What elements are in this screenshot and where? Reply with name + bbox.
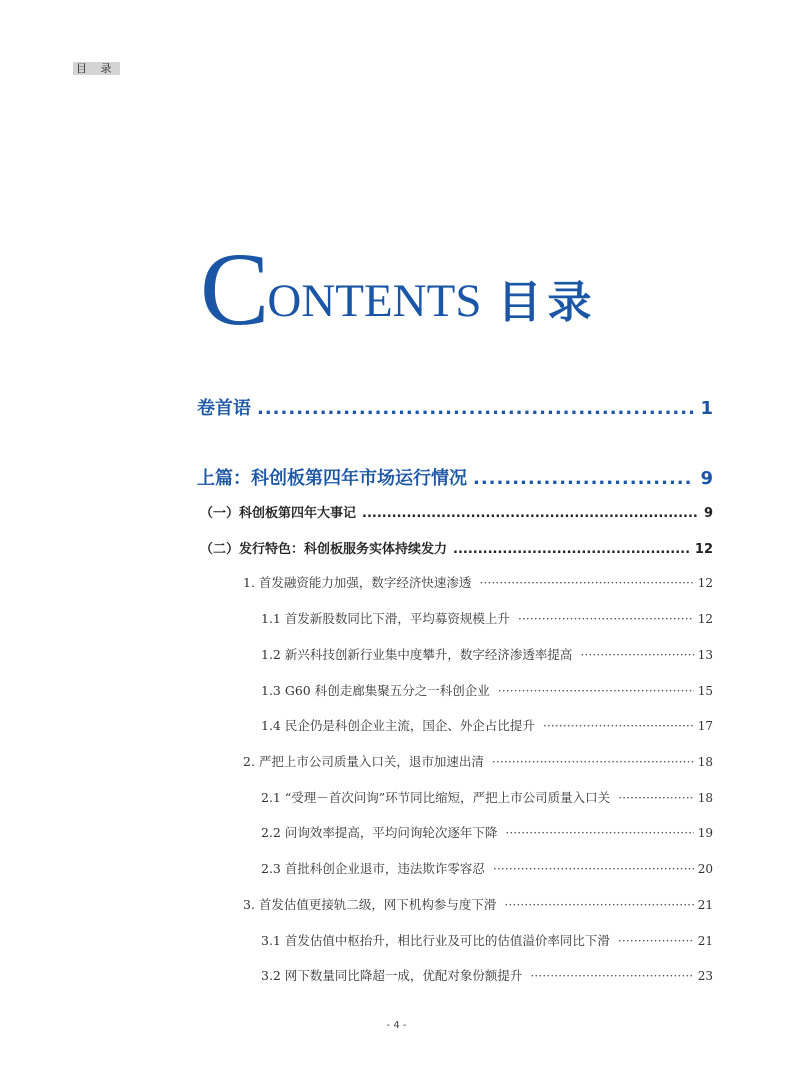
toc-entry-item-2-1[interactable] (261, 788, 713, 806)
toc-entry-item-3-1[interactable] (261, 931, 713, 949)
toc-entry-label: 1.1 首发新股数同比下滑，平均募资规模上升 (261, 611, 510, 626)
toc-leader (618, 933, 694, 948)
contents-title-chinese: 目录 (497, 277, 598, 328)
toc-leader (504, 897, 693, 912)
toc-entry-page: 17 (697, 719, 713, 733)
toc-entry-label: 3.2 网下数量同比降超一成，优配对象份额提升 (261, 968, 523, 983)
toc-leader (479, 575, 693, 590)
toc-entry-label: （二）发行特色：科创板服务实体持续发力 (200, 542, 448, 557)
toc-entry-label: 3.1 首发估值中枢抬升，相比行业及可比的估值溢价率同比下滑 (261, 933, 610, 948)
toc-entry-item-1-1[interactable] (261, 609, 713, 627)
toc-entry-page: 21 (697, 934, 713, 948)
toc-entry-page: 9 (700, 468, 713, 489)
toc-entry-item-3-2[interactable] (261, 966, 713, 984)
toc-leader (505, 825, 693, 840)
toc-leader (493, 861, 694, 876)
toc-leader (473, 468, 694, 489)
contents-title (200, 222, 598, 347)
toc-entry-item-2-3[interactable] (261, 859, 713, 877)
toc-entry-page: 20 (697, 862, 713, 876)
section-tab: 目 录 (73, 62, 120, 75)
toc-entry-item-1[interactable] (243, 573, 713, 591)
toc-entry-page: 1 (700, 398, 713, 419)
toc-entry-page: 9 (703, 506, 713, 521)
toc-leader (498, 683, 694, 698)
toc-entry-page: 18 (697, 791, 713, 805)
toc-entry-page: 19 (697, 826, 713, 840)
toc-entry-label: 1.4 民企仍是科创企业主流，国企、外企占比提升 (261, 718, 535, 733)
toc-entry-label: 卷首语 (197, 398, 251, 419)
toc-entry-section-2[interactable] (200, 538, 713, 557)
toc-entry-label: 2.3 首批科创企业退市，违法欺诈零容忍 (261, 861, 485, 876)
toc-entry-label: 1. 首发融资能力加强，数字经济快速渗透 (243, 575, 472, 590)
toc-entry-page: 12 (697, 612, 713, 626)
toc-leader (618, 790, 694, 805)
toc-entry-label: 2.2 问询效率提高，平均问询轮次逐年下降 (261, 825, 498, 840)
toc-entry-label: 3. 首发估值更接轨二级，网下机构参与度下滑 (243, 897, 497, 912)
toc-entry-page: 23 (697, 969, 713, 983)
toc-entry-item-1-4[interactable] (261, 716, 713, 734)
toc-leader (530, 968, 693, 983)
toc-entry-label: 2.1 “受理－首次问询”环节同比缩短，严把上市公司质量入口关 (261, 790, 611, 805)
toc-entry-section-1[interactable] (200, 502, 713, 521)
toc-entry-page: 12 (697, 576, 713, 590)
toc-entry-item-1-2[interactable] (261, 645, 713, 663)
toc-entry-page: 21 (697, 898, 713, 912)
toc-entry-item-3[interactable] (243, 895, 713, 913)
toc-entry-item-1-3[interactable] (261, 681, 713, 699)
toc-entry-label: 1.2 新兴科技创新行业集中度攀升，数字经济渗透率提高 (261, 647, 573, 662)
toc-leader (543, 718, 694, 733)
toc-entry-label: 2. 严把上市公司质量入口关，退市加速出清 (243, 754, 484, 769)
toc-leader (518, 611, 694, 626)
toc-leader (580, 647, 693, 662)
toc-leader (492, 754, 694, 769)
toc-leader (453, 542, 689, 557)
toc-leader (362, 506, 698, 521)
toc-entry-item-2[interactable] (243, 752, 713, 770)
toc-entry-page: 13 (697, 648, 713, 662)
toc-entry-part-one[interactable] (197, 464, 713, 490)
toc-entry-label: 上篇：科创板第四年市场运行情况 (197, 468, 467, 489)
contents-title-initial: C (200, 232, 270, 347)
contents-title-rest: ONTENTS (267, 275, 482, 327)
toc-entry-preface[interactable] (197, 394, 713, 420)
toc-leader (257, 398, 694, 419)
toc-entry-page: 12 (694, 542, 713, 557)
toc-entry-page: 18 (697, 755, 713, 769)
toc-entry-label: （一）科创板第四年大事记 (200, 506, 357, 521)
toc-entry-page: 15 (697, 684, 713, 698)
toc-entry-item-2-2[interactable] (261, 823, 713, 841)
toc-entry-label: 1.3 G60 科创走廊集聚五分之一科创企业 (261, 683, 490, 698)
page-number: - 4 - (386, 1020, 407, 1031)
